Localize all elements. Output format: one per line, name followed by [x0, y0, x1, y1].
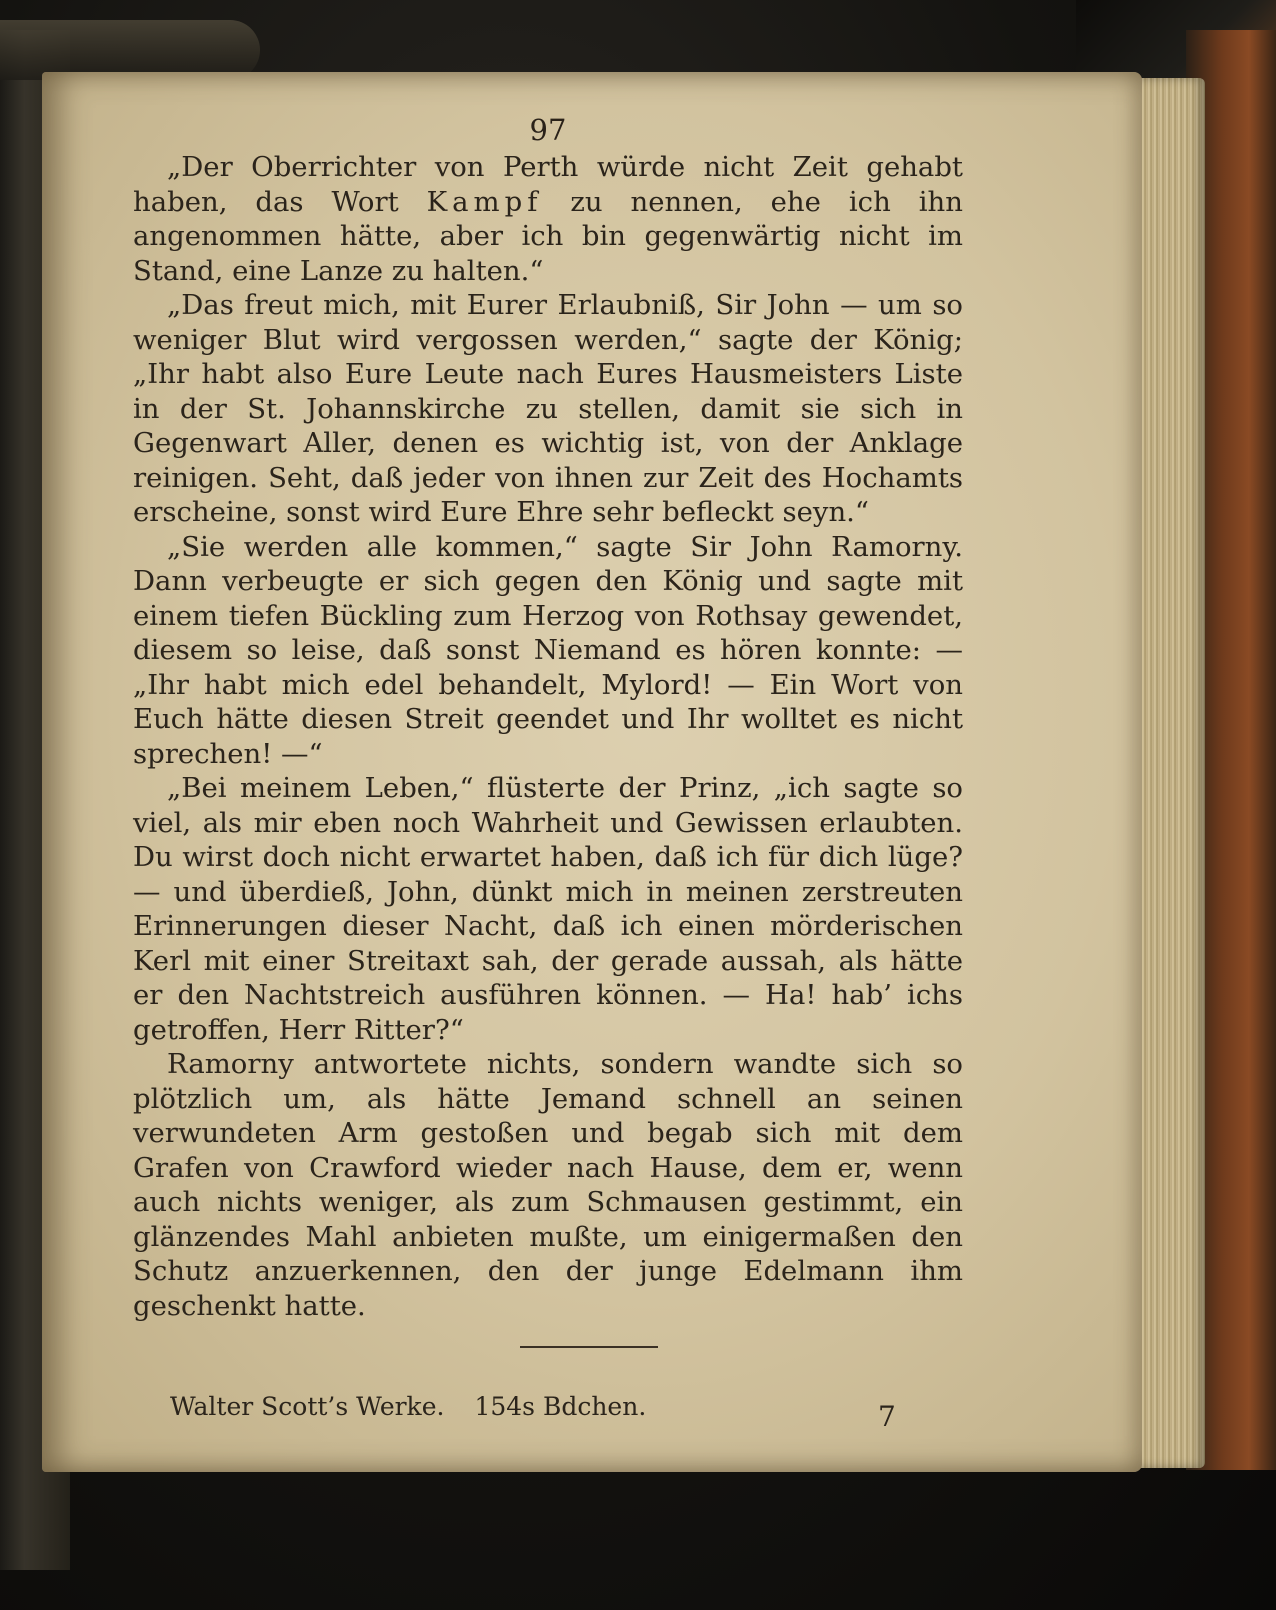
- signature-author: Walter Scott’s Werke.: [170, 1392, 445, 1421]
- paragraph-3: [133, 530, 963, 772]
- page-number: 97: [529, 113, 567, 147]
- paragraph-1-emphasis: Kampf: [426, 185, 543, 218]
- paragraph-1: [133, 150, 963, 288]
- paragraph-3-text: „Sie werden alle kommen,“ sagte Sir John Ramorny. Dann verbeugte er sich gegen den König und sagte mit einem tiefen Bückling zum Herzog von Rothsay gewendet, diesem so leise, daß sonst Niemand es hören konnte: — „Ihr habt mich edel behandelt, Mylord! — Ein Wort von Euch hätte diesen Streit geendet und Ihr wolltet es nicht sprechen! —“: [133, 530, 963, 770]
- paragraph-5: [133, 1047, 963, 1323]
- sheet-number: 7: [878, 1400, 896, 1433]
- paragraph-4-text: „Bei meinem Leben,“ flüsterte der Prinz, „ich sagte so viel, als mir eben noch Wahrheit und Gewissen erlaubten. Du wirst doch nicht erwartet haben, daß ich für dich lüge? — und überdieß, John, dünkt mich in meinen zerstreuten Erinnerungen dieser Nacht, daß ich einen mörderischen Kerl mit einer Streitaxt sah, der gerade aussah, als hätte er den Nachtstreich ausführen können. — Ha! hab’ ichs getroffen, Herr Ritter?“: [133, 772, 963, 1046]
- paragraph-1-text-a: „Der Oberrichter von Perth würde nicht Zeit gehabt haben, das Wort: [133, 151, 963, 218]
- page-stack-edges: [1135, 78, 1205, 1468]
- footer-rule: [520, 1346, 658, 1348]
- paragraph-5-text: Ramorny antwortete nichts, sondern wandte sich so plötzlich um, als hätte Jemand schnell an seinen verwundeten Arm gestoßen und begab sich mit dem Grafen von Crawford wieder nach Hause, dem er, wenn auch nichts weniger, als zum Schmausen gestimmt, ein glänzendes Mahl anbieten mußte, um einigermaßen den Schutz anzuerkennen, den der junge Edelmann ihm geschenkt hatte.: [133, 1048, 963, 1322]
- paragraph-2-text: „Das freut mich, mit Eurer Erlaubniß, Sir John — um so weniger Blut wird vergossen werden,“ sagte der König; „Ihr habt also Eure Leute nach Eures Hausmeisters Liste in der St. Johannskirche zu stellen, damit sie sich in Gegenwart Aller, denen es wichtig ist, von der Anklage reinigen. Seht, daß jeder von ihnen zur Zeit des Hochamts erscheine, sonst wird Eure Ehre sehr befleckt seyn.“: [133, 289, 963, 528]
- signature-volume: 154s Bdchen.: [474, 1392, 647, 1421]
- binding-cord: [0, 20, 260, 80]
- signature-line: [170, 1392, 676, 1421]
- paragraph-4: [133, 771, 963, 1047]
- paragraph-2: [133, 288, 963, 530]
- paragraph-1-text-b: zu nennen, ehe ich ihn angenommen hätte, aber ich bin gegenwärtig nicht im Stand, eine Lanze zu halten.“: [133, 185, 963, 287]
- body-text: [133, 150, 963, 1323]
